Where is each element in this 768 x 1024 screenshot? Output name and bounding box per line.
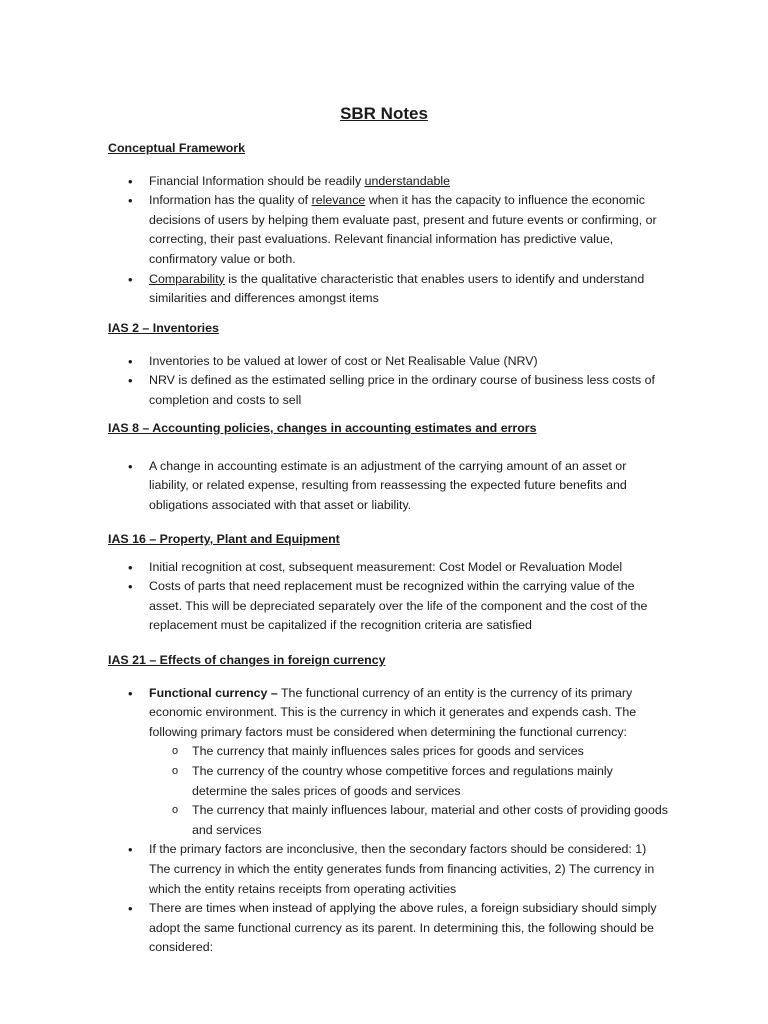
bold-term: Functional currency – bbox=[149, 685, 278, 700]
sub-list-item: o The currency of the country whose competitive forces and regulations mainly determine the sales prices of goods and services bbox=[149, 762, 668, 801]
bullet-list bbox=[108, 352, 668, 411]
underlined-term: understandable bbox=[364, 173, 451, 188]
underlined-term: Comparability bbox=[149, 271, 225, 286]
page-title: SBR Notes bbox=[340, 104, 428, 123]
list-item: • Comparability is the qualitative characteristic that enables users to identify and understand similarities and differences amongst items bbox=[108, 270, 668, 309]
bullet-list bbox=[108, 172, 668, 309]
list-item: • Functional currency – The functional currency of an entity is the currency of its primary economic environment. This is the currency in which it generates and expends cash. The following primary factors must be considered when determining the functional currency: o The currency that mainly influences sales prices for goods and services o The currency of the country whose competitive forces and regulations mainly determine the sales prices of goods and services o The currency that mainly influences labour, material and other costs of providing goods and services bbox=[108, 684, 668, 841]
list-item: • Costs of parts that need replacement must be recognized within the carrying value of the asset. This will be depreciated separately over the life of the component and the cost of the replacement must be capitalized if the recognition criteria are satisfied bbox=[108, 577, 668, 636]
section-ias-8 bbox=[108, 419, 668, 515]
list-item: • Initial recognition at cost, subsequent measurement: Cost Model or Revaluation Model bbox=[108, 558, 668, 578]
section-heading: IAS 2 – Inventories bbox=[108, 321, 219, 335]
list-item: • Financial Information should be readily understandable bbox=[108, 172, 668, 192]
list-item: • A change in accounting estimate is an adjustment of the carrying amount of an asset or liability, or related expense, resulting from reassessing the expected future benefits and obligations associated with that asset or liability. bbox=[108, 457, 668, 516]
bullet-list bbox=[108, 684, 668, 958]
bullet-list bbox=[108, 558, 668, 636]
sub-list-item: o The currency that mainly influences labour, material and other costs of providing goods and services bbox=[149, 801, 668, 840]
section-ias-16 bbox=[108, 530, 668, 636]
sub-list bbox=[149, 742, 668, 840]
list-item: • There are times when instead of applying the above rules, a foreign subsidiary should simply adopt the same functional currency as its parent. In determining this, the following should be considered: bbox=[108, 899, 668, 958]
list-item: • Inventories to be valued at lower of cost or Net Realisable Value (NRV) bbox=[108, 352, 668, 372]
section-heading: IAS 21 – Effects of changes in foreign currency bbox=[108, 653, 386, 667]
section-ias-21 bbox=[108, 651, 668, 958]
list-item: • Information has the quality of relevance when it has the capacity to influence the economic decisions of users by helping them evaluate past, present and future events or confirming, or correcting, their past evaluations. Relevant financial information has predictive value, confirmatory value or both. bbox=[108, 191, 668, 269]
section-heading: Conceptual Framework bbox=[108, 141, 246, 155]
section-heading: IAS 8 – Accounting policies, changes in accounting estimates and errors bbox=[108, 421, 537, 435]
sub-list-item: o The currency that mainly influences sales prices for goods and services bbox=[149, 742, 668, 762]
section-heading: IAS 16 – Property, Plant and Equipment bbox=[108, 532, 340, 546]
bullet-list bbox=[108, 457, 668, 516]
list-item: • If the primary factors are inconclusive, then the secondary factors should be considered: 1) The currency in which the entity generates funds from financing activities, 2) The currency in which the entity retains receipts from operating activities bbox=[108, 840, 668, 899]
section-ias-2 bbox=[108, 319, 668, 410]
underlined-term: relevance bbox=[311, 193, 366, 208]
section-conceptual-framework bbox=[108, 139, 668, 309]
list-item: • NRV is defined as the estimated selling price in the ordinary course of business less costs of completion and costs to sell bbox=[108, 371, 668, 410]
